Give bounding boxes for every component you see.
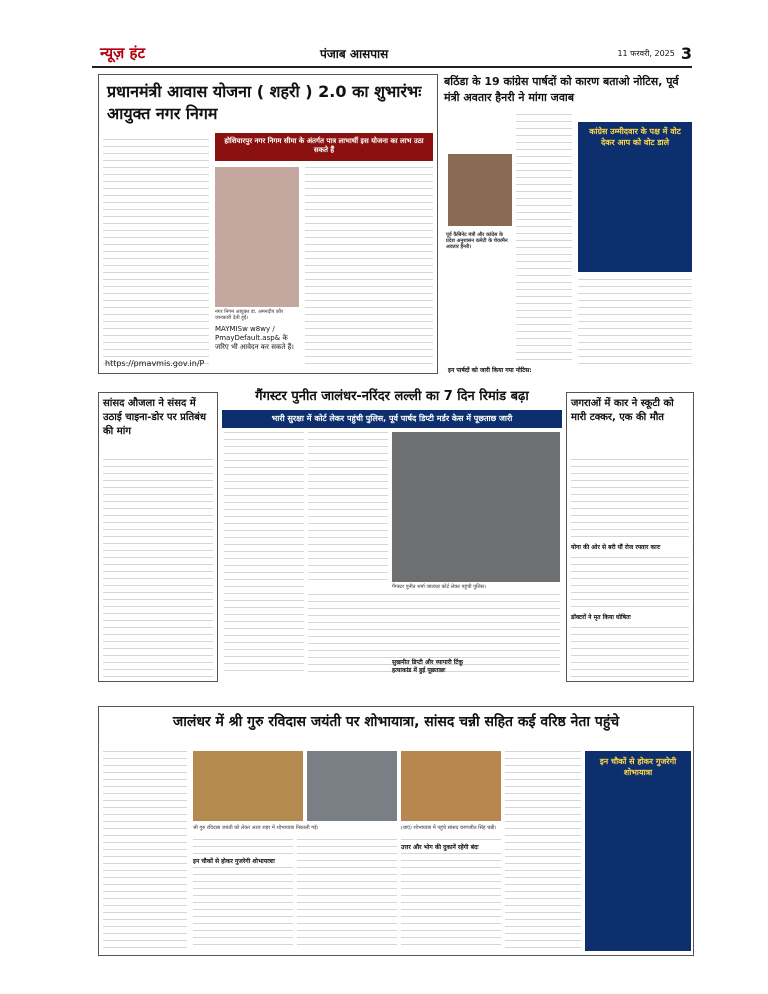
- headline: गैंगस्टर पुनीत जालंधर-नरिंदर लल्ली का 7 दिन रिमांड बढ़ा: [255, 389, 529, 404]
- photo-avtar-henry: [448, 154, 512, 226]
- sidebar-box: [578, 122, 692, 272]
- story-jagraon: [566, 392, 694, 682]
- text-column: [305, 167, 433, 367]
- newspaper-logo: न्यूज़ हंट: [100, 44, 146, 62]
- photo-caption: नगर निगम आयुक्त डा. अमनदीप कौर जानकारी देती हुईं।: [215, 309, 284, 321]
- text-column: [505, 751, 581, 951]
- story-pmay: [98, 74, 438, 374]
- text-column: [103, 139, 209, 369]
- story-ravidas: [98, 706, 694, 956]
- subheadline-banner: भारी सुरक्षा में कोर्ट लेकर पहुंची पुलिस, पूर्व पार्षद डिप्टी मर्डर केस में पूछताछ जारी: [222, 410, 562, 428]
- headline: जालंधर में श्री गुरु रविदास जयंती पर शोभायात्रा, सांसद चन्नी सहित कई वरिष्ठ नेता पहुंचे: [172, 714, 620, 730]
- headline: जगराओं में कार ने स्कूटी को मारी टक्कर, एक की मौत: [571, 398, 674, 423]
- sidebar-title: इन चौकों से होकर गुजरेगी शोभायात्रा: [599, 757, 677, 777]
- text-column: [516, 114, 572, 364]
- photo-caption: पूर्व कैबिनेट मंत्री और कांग्रेस के प्रदेश अनुशासन कमेटी के चेयरमैन अवतार हैनरी।: [446, 232, 508, 250]
- headline: प्रधानमंत्री आवास योजना ( शहरी ) 2.0 का शुभारंभः आयुक्त नगर निगम: [107, 82, 422, 123]
- story-aujla: [98, 392, 218, 682]
- link-text: MAYMISw w8wy / PmayDefault.asp& के जरिए भी आवेदन कर सकते हैं।: [215, 325, 294, 351]
- photo-caption: श्री गुरु रविदास जयंती को लेकर आज शहर में शोभायात्रा निकाली गई।: [193, 825, 319, 831]
- photo-procession-2: [307, 751, 397, 821]
- page-header: [92, 40, 692, 68]
- sidebar-box: [585, 751, 691, 951]
- subheading: डॉक्टरों ने मृत किया घोषितः: [571, 613, 689, 621]
- sidebar-title: कांग्रेस उम्मीदवार के पक्ष में वोट देकर आप को वोट डाले: [589, 127, 681, 147]
- subheading: योगा की ओर से बरी यौं रोज रफ्तार कारः: [571, 543, 689, 551]
- photo-commissioner: [215, 167, 299, 307]
- subheading: उत्तर और भोग की दुकानें रहेंगी बंदः: [401, 843, 501, 851]
- text-column: [103, 751, 187, 951]
- subheading: सुखमीत डिप्टी और व्यापारी टिंकू हत्याकांड में हुई पूछताछः: [392, 659, 463, 674]
- photo-procession-1: [193, 751, 303, 821]
- headline: सांसद औजला ने संसद में उठाई चाइना-डोर पर प्रतिबंध की मांग: [103, 398, 207, 437]
- story-bathinda: [444, 74, 694, 374]
- list-heading: इन पार्षदों को जारी किया गया नोटिस:: [448, 367, 532, 374]
- text-column: [571, 459, 689, 677]
- text-column: [578, 279, 692, 369]
- story-gangster: [222, 388, 562, 688]
- subheadline-banner: होशियारपुर नगर निगम सीमा के अंतर्गत पात्र लाभार्थी इस योजना का लाभ उठा सकते हैं: [215, 133, 433, 161]
- headline: बठिंडा के 19 कांग्रेस पार्षदों को कारण बताओ नोटिस, पूर्व मंत्री अवतार हैनरी ने मांगा जवाब: [444, 75, 679, 104]
- text-column: [401, 839, 501, 949]
- subheading: इन चौकों से होकर गुजरेगी शोभायात्राः: [193, 857, 293, 865]
- text-column: [297, 839, 397, 949]
- photo-caption: (बाएं) शोभायात्रा में पहुंचे सांसद चरणजीत सिंह चन्नी।: [401, 825, 497, 831]
- photo-caption: गैंगस्टर पुनीत शर्मा जालंधर कोर्ट लेकर पहुंची पुलिस।: [392, 584, 486, 590]
- text-column: [193, 839, 293, 949]
- issue-date: 11 फरवरी, 2025: [617, 48, 675, 58]
- text-column: [224, 432, 304, 672]
- photo-court: [392, 432, 560, 582]
- text-column: [103, 459, 213, 677]
- section-title: पंजाब आसपास: [320, 46, 389, 61]
- text-column: [308, 432, 388, 582]
- website-link: https://pmavmis.gov.in/P: [105, 359, 205, 368]
- photo-channi: [401, 751, 501, 821]
- page-number: 3: [680, 43, 692, 63]
